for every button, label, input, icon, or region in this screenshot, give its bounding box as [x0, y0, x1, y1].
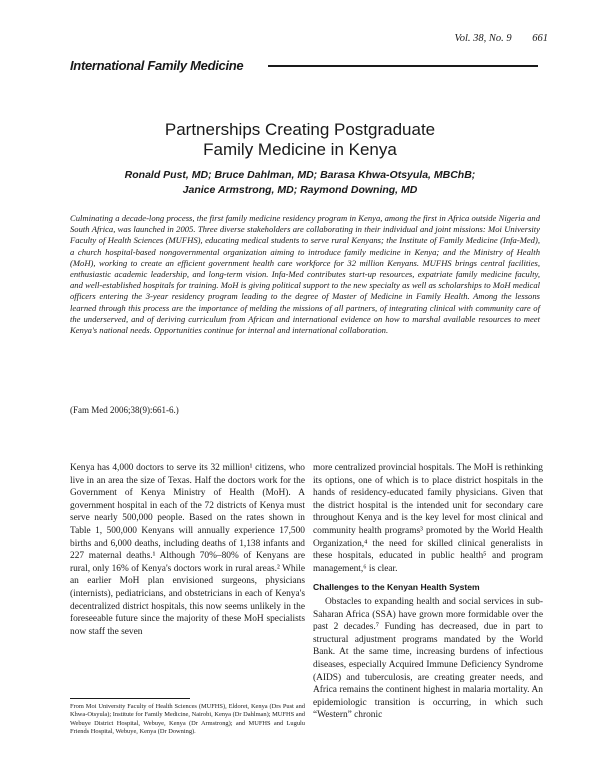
body-paragraph: Kenya has 4,000 doctors to serve its 32 million¹ citizens, who live in an area the size of Texas. Half the doctors work for the Government of Kenya Ministry of Health (MoH). A government hospital in each of the 72 districts of Kenya must serve nearly 500,000 people. Based on the rates shown in Table 1, 500,000 Kenyans will annually experience 17,500 births and 6,000 deaths, including deaths of 1,138 infants and 227 maternal deaths.¹ Although 70%–80% of Kenyans are rural, only 16% of Kenya's doctors work in rural areas.² While an earlier MoH plan envisioned surgeons, physicians (internists), pediatricians, and obstetricians in each of Kenya's decentralized district hospitals, this now seems unlikely in the foreseeable future since the majority of these MoH specialists now staff the seven: [70, 463, 305, 637]
title-line-2: Family Medicine in Kenya: [203, 140, 397, 159]
citation: (Fam Med 2006;38(9):661-6.): [70, 405, 179, 415]
volume-issue: Vol. 38, No. 9: [454, 33, 512, 44]
affiliation-footnote: From Moi University Faculty of Health Sciences (MUFHS), Eldoret, Kenya (Drs Pust and Khwa-Otsyula); Institute for Family Medicine, Nairobi, Kenya (Dr Dahlman); MUFHS and Webuye District Hospital, Webuye, Kenya (Dr Armstrong); and MUFHS and Lugulu Friends Hospital, Webuye, Kenya (Dr Downing).: [70, 703, 305, 735]
body-column-left: [70, 462, 305, 638]
page-number: 661: [532, 33, 548, 44]
author-list: [60, 168, 540, 198]
authors-line-2: Janice Armstrong, MD; Raymond Downing, MD: [182, 184, 418, 196]
section-heading: Challenges to the Kenyan Health System: [313, 582, 480, 593]
body-paragraph: more centralized provincial hospitals. The MoH is rethinking its options, one of which is to place district hospitals in the hands of residency-educated family physicians. Given that the district hospital is the intended unit for secondary care throughout Kenya and is the key level for most clinical and community health programs³ promoted by the World Health Organization,⁴ the need for skilled clinical generalists in these hospitals, educated in public health⁵ and program management,⁶ is clear.: [313, 463, 543, 574]
section-divider: [268, 65, 538, 67]
title-line-1: Partnerships Creating Postgraduate: [164, 120, 436, 139]
article-title: [60, 120, 540, 160]
section-label: International Family Medicine: [70, 58, 244, 73]
footnote-divider: [70, 698, 190, 699]
abstract: Culminating a decade-long process, the first family medicine residency program in Kenya, among the first in Africa outside Nigeria and South Africa, was launched in 2005. Three diverse stakeholders are collaborating in their individual and joint missions: Moi University Faculty of Health Sciences (MUFHS), educating medical students to serve rural Kenyans; the Institute of Family Medicine (Infa-Med), a church hospital-based nongovernmental organization aiming to introduce family medicine in Kenya; and the Ministry of Health (MoH), working to create an efficient government health care workforce for 32 million Kenyans. MUFHS brings central facilities, enthusiastic academic leadership, and long-term vision. Infa-Med contributes start-up resources, expatriate family medicine faculty, and well-established hospitals for training. MoH is giving political support to the new specialty as well as scholarships to MoH medical officers entering the 3-year residency program leading to the degree of Master of Medicine in Family Health. Among the lessons learned through this process are the importance of melding the missions of all partners, of integrating clinical with community care of the underserved, and of deriving curriculum from African and international evidence on how to marshal available resources to meet Kenya's national needs. Opportunities continue for internal and international collaboration.: [70, 213, 540, 336]
authors-line-1: Ronald Pust, MD; Bruce Dahlman, MD; Barasa Khwa-Otsyula, MBChB;: [124, 169, 476, 181]
body-column-right: [313, 462, 543, 722]
body-paragraph: Obstacles to expanding health and social services in sub-Saharan Africa (SSA) have grown more formidable over the past 2 decades.⁷ Funding has decreased, due in part to structural adjustment programs mandated by the World Bank. At the same time, increasing burdens of infectious diseases, especially Acquired Immune Deficiency Syndrome (AIDS) and tuberculosis, are creating greater needs, and Africa remains the continent highest in malaria mortality. An epidemiologic transition is occurring, in which such “Western” chronic: [313, 596, 543, 721]
running-head: [438, 33, 548, 44]
